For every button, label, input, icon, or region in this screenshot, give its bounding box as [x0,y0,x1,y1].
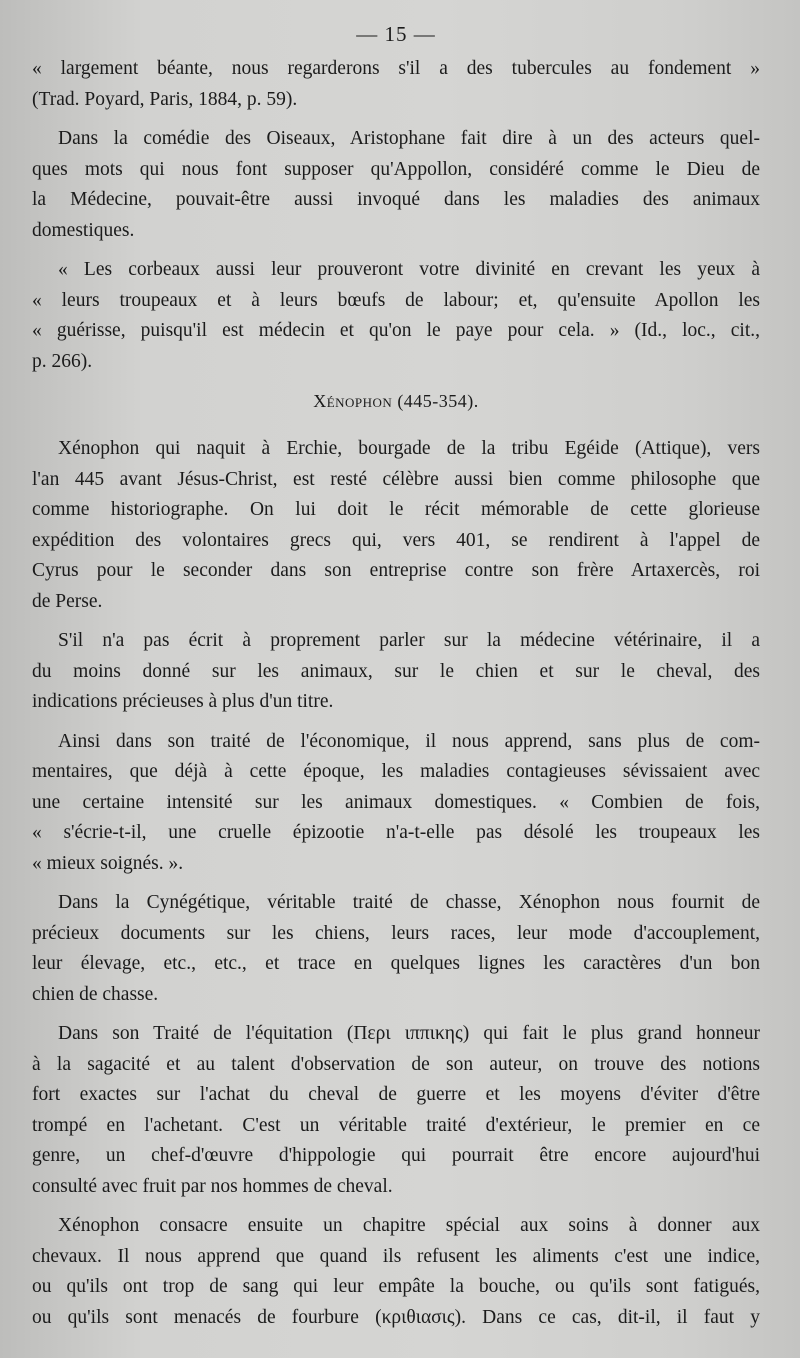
text-line: fort exactes sur l'achat du cheval de guerre et les moyens d'éviter d'être [32,1084,760,1105]
text-line: l'an 445 avant Jésus-Christ, est resté célèbre aussi bien comme philosophe que [32,468,760,490]
paragraph-aristophane [32,124,760,246]
text-line: « mieux soignés. ». [32,852,184,874]
page-number: — 15 — [356,22,436,46]
paragraph-veterinaire [32,626,760,718]
text-line: « leurs troupeaux et à leurs bœufs de labour; et, qu'ensuite Apollon les [32,289,760,311]
text-line: (Trad. Poyard, Paris, 1884, p. 59). [32,88,298,110]
text-line: de Perse. [32,590,103,612]
paragraph-continuation [32,54,760,115]
text-line: Dans son Traité de l'équitation (Περι ιππικης) qui fait le plus grand honneur [58,1023,760,1044]
text-line: ou qu'ils ont trop de sang qui leur empâte la bouche, ou qu'ils sont fatigués, [32,1276,760,1297]
text-line: Xénophon qui naquit à Erchie, bourgade de la tribu Egéide (Attique), vers [58,438,760,459]
paragraph-equitation [32,1019,760,1202]
text-line: ou qu'ils sont menacés de fourbure (κριθιασις). Dans ce cas, dit-il, il faut y [32,1306,760,1328]
paragraph-cynegetique [32,888,760,1010]
text-line: à la sagacité et au talent d'observation de son auteur, on trouve des notions [32,1053,760,1075]
text-line: une certaine intensité sur les animaux domestiques. « Combien de fois, [32,791,760,813]
text-line: consulté avec fruit par nos hommes de cheval. [32,1175,393,1197]
text-line: chevaux. Il nous apprend que quand ils refusent les aliments c'est une indice, [32,1245,760,1267]
text-line: « guérisse, puisqu'il est médecin et qu'on le paye pour cela. » (Id., loc., cit., [32,320,760,341]
text-line: Ainsi dans son traité de l'économique, il nous apprend, sans plus de com- [58,730,760,752]
text-line: expédition des volontaires grecs qui, vers 401, se rendirent à l'appel de [32,529,760,551]
text-line: S'il n'a pas écrit à proprement parler sur la médecine vétérinaire, il a [58,630,760,651]
paragraph-quote-corbeaux [32,255,760,377]
text-line: comme historiographe. On lui doit le récit mémorable de cette glorieuse [32,499,760,520]
text-line: du moins donné sur les animaux, sur le chien et sur le cheval, des [32,660,760,682]
text-line: « largement béante, nous regarderons s'il a des tubercules au fondement » [32,58,760,79]
text-line: p. 266). [32,350,93,372]
text-line: Cyrus pour le seconder dans son entreprise contre son frère Artaxercès, roi [32,560,760,581]
text-line: genre, un chef-d'œuvre d'hippologie qui pourrait être encore aujourd'hui [32,1145,760,1166]
paragraph-xenophon-intro [32,434,760,617]
text-line: Xénophon consacre ensuite un chapitre spécial aux soins à donner aux [58,1215,760,1236]
text-line: « Les corbeaux aussi leur prouveront votre divinité en crevant les yeux à [58,259,760,280]
text-line: « s'écrie-t-il, une cruelle épizootie n'a-t-elle pas désolé les troupeaux les [32,822,760,843]
paragraph-soins-chevaux [32,1211,760,1333]
text-line: indications précieuses à plus d'un titre. [32,691,334,712]
text-line: leur élevage, etc., etc., et trace en quelques lignes les caractères d'un bon [32,953,760,974]
text-line: trompé en l'achetant. C'est un véritable traité d'extérieur, le premier en ce [32,1114,760,1136]
section-heading: Xénophon (445-354). [313,391,479,411]
text-line: Dans la Cynégétique, véritable traité de chasse, Xénophon nous fournit de [58,892,760,913]
text-line: mentaires, que déjà à cette époque, les maladies contagieuses sévissaient avec [32,761,760,782]
text-line: chien de chasse. [32,983,159,1005]
text-line: domestiques. [32,219,135,241]
text-line: Dans la comédie des Oiseaux, Aristophane fait dire à un des acteurs quel- [58,128,760,149]
text-line: ques mots qui nous font supposer qu'Appollon, considéré comme le Dieu de [32,158,760,180]
text-line: précieux documents sur les chiens, leurs races, leur mode d'accouplement, [32,922,760,944]
text-line: la Médecine, pouvait-être aussi invoqué dans les maladies des animaux [32,189,760,210]
paragraph-economique [32,727,760,880]
